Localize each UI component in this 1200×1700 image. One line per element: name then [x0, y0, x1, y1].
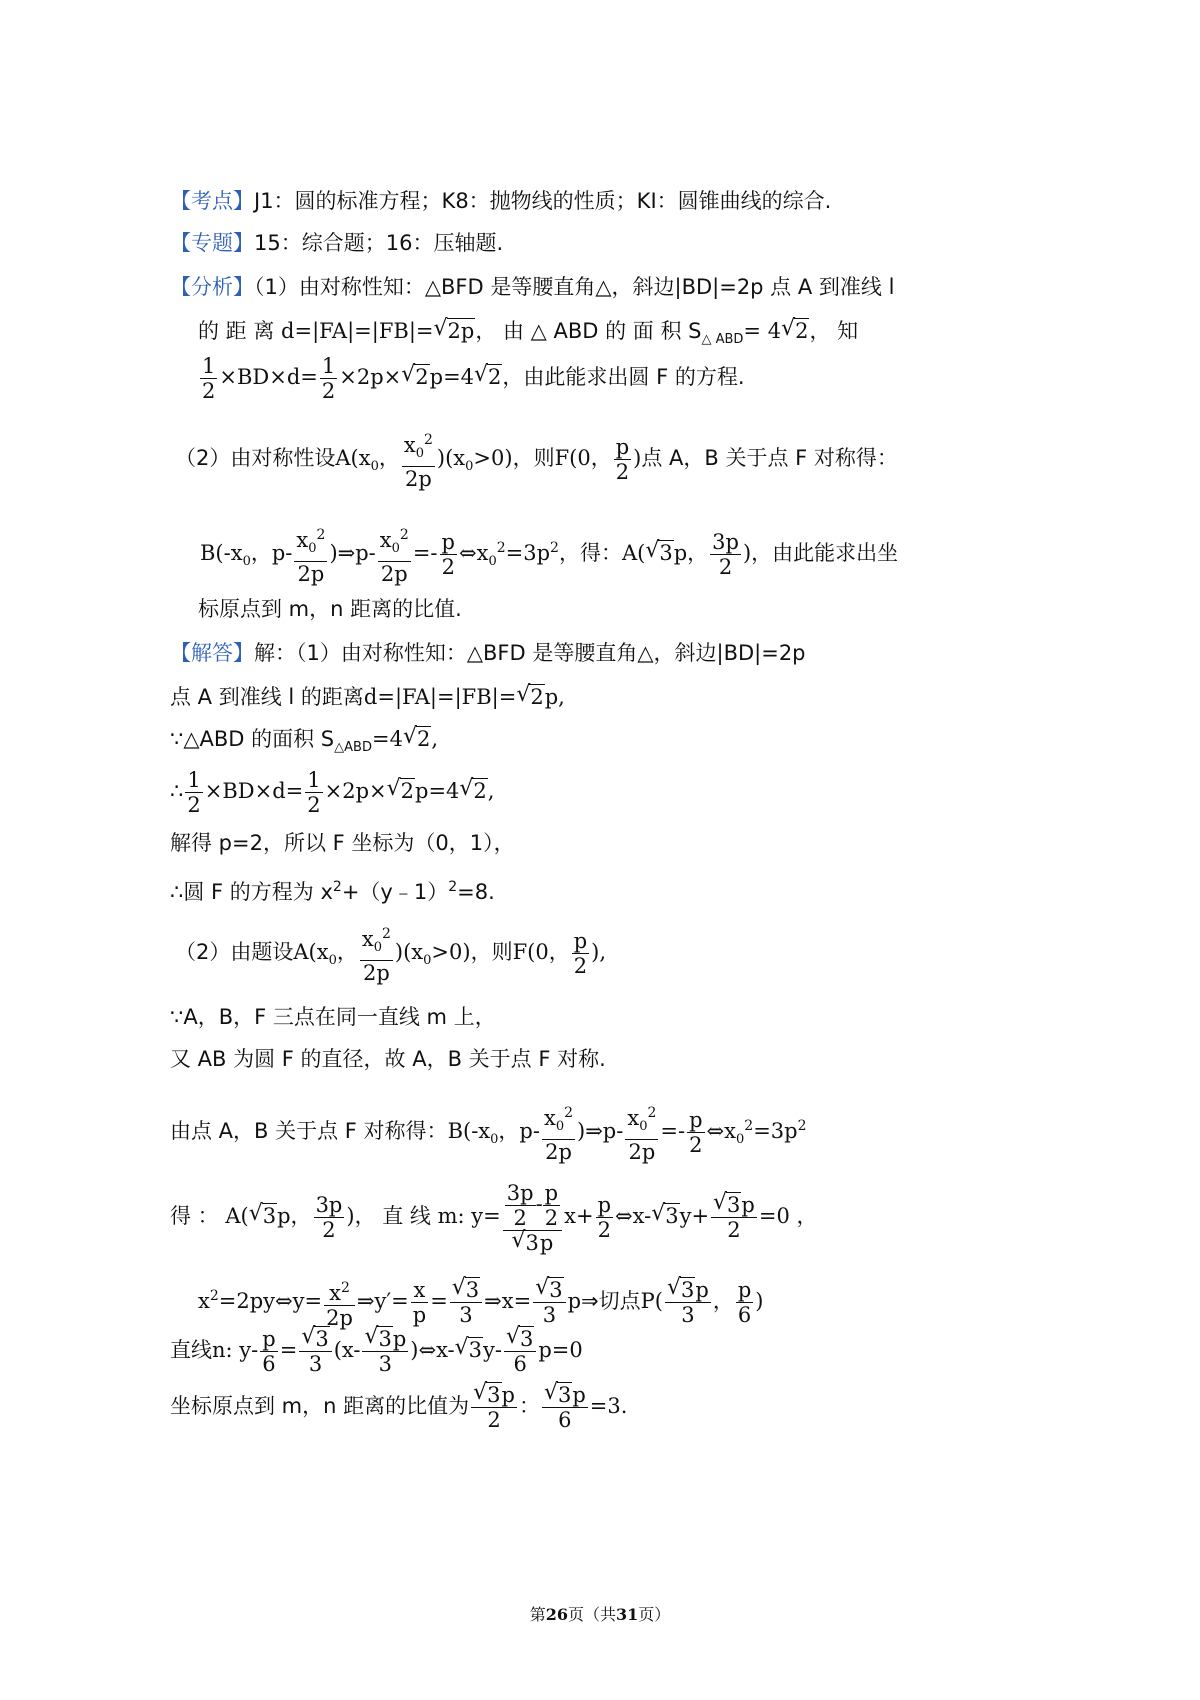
zhuanti-text: 15：综合题；16：压轴题. [254, 231, 504, 255]
jieda-text-6c: =8. [457, 880, 495, 904]
jieda-line-3: ∵△ABD 的面积 $S_{\triangle ABD}=4√$ 2, [170, 724, 438, 763]
kaodian-line [170, 186, 831, 216]
jieda-line-9 [170, 1044, 606, 1074]
jieda-text-2: 点 A 到准线 l 的距离 [170, 685, 364, 709]
zhuanti-tag: 【专题】 [170, 231, 254, 255]
sqrt-2b: √ 2 [781, 316, 809, 346]
jieda-text-8: ∵A，B，F 三点在同一直线 m 上， [170, 1005, 496, 1029]
fenxi-text-5: ，由此能求出坐 [751, 541, 899, 565]
fenxi-line-4: （2）由对称性设$A(x_0$， $\frac{x_0^2}{2p}$ )$(x_0>0)$，则F(0， $\frac{p}{2}$ )点 A，B 关于点 F 对称得： [175, 432, 898, 492]
jieda-text-3: ∵△ABD 的面积 S [170, 727, 335, 751]
fenxi-line-3: $\frac{1}{2}$ ×BD×d= $\frac{1}{2}$ ×2p×√ 2p=4√ 2，由此能求出圆 F 的方程. [198, 352, 745, 403]
jieda-line-13: 直线n: y- $\frac{p}{6}$ = √ $\frac{3}{3}$ (x- √ $\frac{3p}{3}$ )⇔x-√ 3y- √ $\frac{3}{6}$ p=0 [170, 1322, 583, 1378]
jieda-text-10: 由点 A，B 关于点 F 对称得： [170, 1119, 448, 1143]
subscript-abd-2: △ABD [334, 740, 372, 756]
jieda-text-11a: 得 ： [170, 1204, 219, 1228]
jieda-text-12: ⇒切点 [581, 1289, 641, 1313]
fenxi-line-5: $B(-x_0$，p- $\frac{x_0^2}{2p}$ )⇒p- $\frac{x_0^2}{2p}$ =- $\frac{p}{2}$ $\Leftrightarrow x_0^2=3p^2$，得：A(√ 3p， $\frac{3p}{2}$ )，由此能求出坐 [200, 518, 898, 592]
fenxi-text-2a: 的 距 离 [198, 319, 275, 343]
jieda-line-12: $x^2=2py\Leftrightarrow y=$ $\frac{x^2}{2p}$ ⇒y′= $\frac{x}{p}$ = √ $\frac{3}{3}$ ⇒x= √ $\frac{3}{3}$ p⇒切点P( √ $\frac{3p}{3}$ ， $\frac{p}{6}$ ) [198, 1268, 763, 1330]
jieda-text-1: 解：（1）由对称性知：△BFD 是等腰直角△，斜边|BD|=2p [254, 641, 806, 665]
subscript-abd: △ ABD [701, 332, 744, 348]
jieda-line-8 [170, 1002, 496, 1032]
fenxi-line-6 [198, 594, 462, 624]
jieda-line-6: ∴圆 F 的方程为 $x^2+(y﹣1)^2=8$. [170, 879, 495, 904]
therefore-symbol: ∴ [170, 779, 184, 803]
jieda-text-6b: +（y﹣1） [341, 880, 449, 904]
page-number: 26 [545, 1605, 568, 1624]
jieda-text-5: 解得 p=2，所以 F 坐标为（0，1）， [170, 831, 515, 855]
fenxi-text-1: （1）由对称性知：△BFD 是等腰直角△，斜边|BD|=2p 点 A 到准线 l [254, 275, 895, 299]
jieda-text-14: 坐标原点到 m，n 距离的比值为 [170, 1394, 470, 1418]
total-pages: 31 [616, 1605, 639, 1624]
jieda-text-9: 又 AB 为圆 F 的直径，故 A，B 关于点 F 对称. [170, 1047, 606, 1071]
page-footer: 第26页（共31页） [529, 1605, 671, 1624]
kaodian-text: J1：圆的标准方程；K8：抛物线的性质；KI：圆锥曲线的综合. [254, 189, 832, 213]
fenxi-line-1 [170, 272, 894, 302]
fenxi-text-4b: 点 A，B 关于点 F 对称得： [641, 446, 898, 471]
jieda-tag: 【解答】 [170, 641, 254, 665]
fenxi-tag: 【分析】 [170, 275, 254, 299]
jieda-line-5 [170, 828, 515, 858]
jieda-text-7: （2）由题设 [175, 940, 294, 965]
kaodian-tag: 【考点】 [170, 189, 254, 213]
formula-distance: d=|FA|=|FB|= [281, 319, 434, 343]
jieda-line-10: 由点 A，B 关于点 F 对称得：$B(-x_0$，p- $\frac{x_0^2}{2p}$ )⇒p- $\frac{x_0^2}{2p}$ =- $\frac{p}{2}$ $\Leftrightarrow x_0^2=3p^2$ [170, 1104, 807, 1165]
jieda-line-4: ∴ $\frac{1}{2}$ ×BD×d= $\frac{1}{2}$ ×2p×√ 2p=4√ 2, [170, 766, 494, 817]
fenxi-text-3: ，由此能求出圆 F 的方程. [502, 365, 745, 389]
jieda-line-14: 坐标原点到 m，n 距离的比值为 √ $\frac{3p}{2}$ ： √ $\frac{3p}{6}$ =3. [170, 1378, 627, 1434]
fenxi-text-2d: ， 由 △ ABD 的 面 积 S [475, 319, 702, 343]
sqrt-2: √ 2p [434, 316, 476, 346]
jieda-text-6a: ∴圆 F 的方程为 x [170, 880, 333, 904]
jieda-line-1 [170, 638, 806, 668]
area-value: = 4 [743, 319, 782, 343]
jieda-line-2: 点 A 到准线 l 的距离d=|FA|=|FB|=√ 2p, [170, 682, 565, 712]
fenxi-text-4a: （2）由对称性设 [175, 446, 336, 471]
jieda-line-11: 得 ： A(√ 3p， $\frac{3p}{2}$ )， 直 线 m: y= $\frac{3p}{2}$ - $\frac{p}{2}$ √ 3p x+ $\frac{p}{2}$ ⇔x-√ 3y+ √ $\frac{3p}{2}$ =0 ， [170, 1176, 818, 1256]
fenxi-line-2 [198, 316, 858, 355]
fenxi-text-2h: ， 知 [809, 319, 859, 343]
jieda-text-13: 直线 [170, 1338, 212, 1362]
jieda-line-7: （2）由题设$A(x_0$， $\frac{x_0^2}{2p}$ )$(x_0>0)$，则F(0， $\frac{p}{2}$ ), [175, 926, 607, 986]
zhuanti-line [170, 228, 503, 258]
fenxi-text-6: 标原点到 m，n 距离的比值. [198, 597, 462, 621]
jieda-text-11b: ， 直 线 [354, 1204, 431, 1228]
